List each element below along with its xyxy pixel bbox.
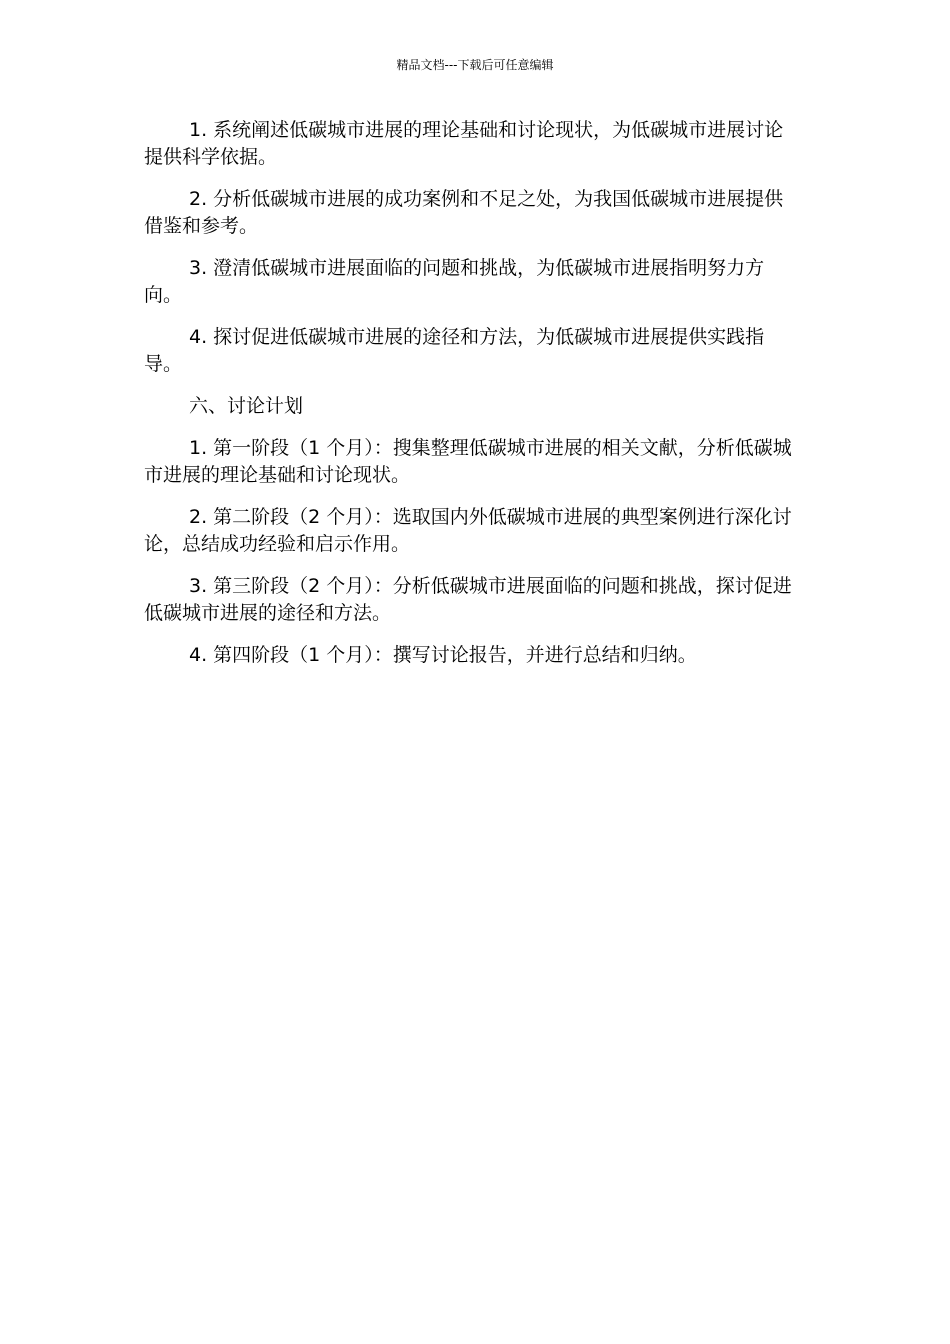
document-body bbox=[144, 117, 799, 684]
plan-stage-4: 4. 第四阶段（1 个月）：撰写讨论报告，并进行总结和归纳。 bbox=[189, 644, 697, 666]
plan-stage-2: 2. 第二阶段（2 个月）：选取国内外低碳城市进展的典型案例进行深化讨论，总结成功经验和启示作用。 bbox=[144, 506, 792, 555]
objective-item-1: 1. 系统阐述低碳城市进展的理论基础和讨论现状，为低碳城市进展讨论提供科学依据。 bbox=[144, 119, 784, 168]
objective-item-2: 2. 分析低碳城市进展的成功案例和不足之处，为我国低碳城市进展提供借鉴和参考。 bbox=[144, 188, 784, 237]
plan-stage-3: 3. 第三阶段（2 个月）：分析低碳城市进展面临的问题和挑战，探讨促进低碳城市进展的途径和方法。 bbox=[144, 575, 792, 624]
objective-item-4: 4. 探讨促进低碳城市进展的途径和方法，为低碳城市进展提供实践指导。 bbox=[144, 326, 765, 375]
plan-stage-1: 1. 第一阶段（1 个月）：搜集整理低碳城市进展的相关文献，分析低碳城市进展的理论基础和讨论现状。 bbox=[144, 437, 792, 486]
section-heading-research-plan: 六、讨论计划 bbox=[189, 395, 304, 417]
page-header: 精品文档---下载后可任意编辑 bbox=[396, 58, 554, 72]
objective-item-3: 3. 澄清低碳城市进展面临的问题和挑战，为低碳城市进展指明努力方向。 bbox=[144, 257, 765, 306]
